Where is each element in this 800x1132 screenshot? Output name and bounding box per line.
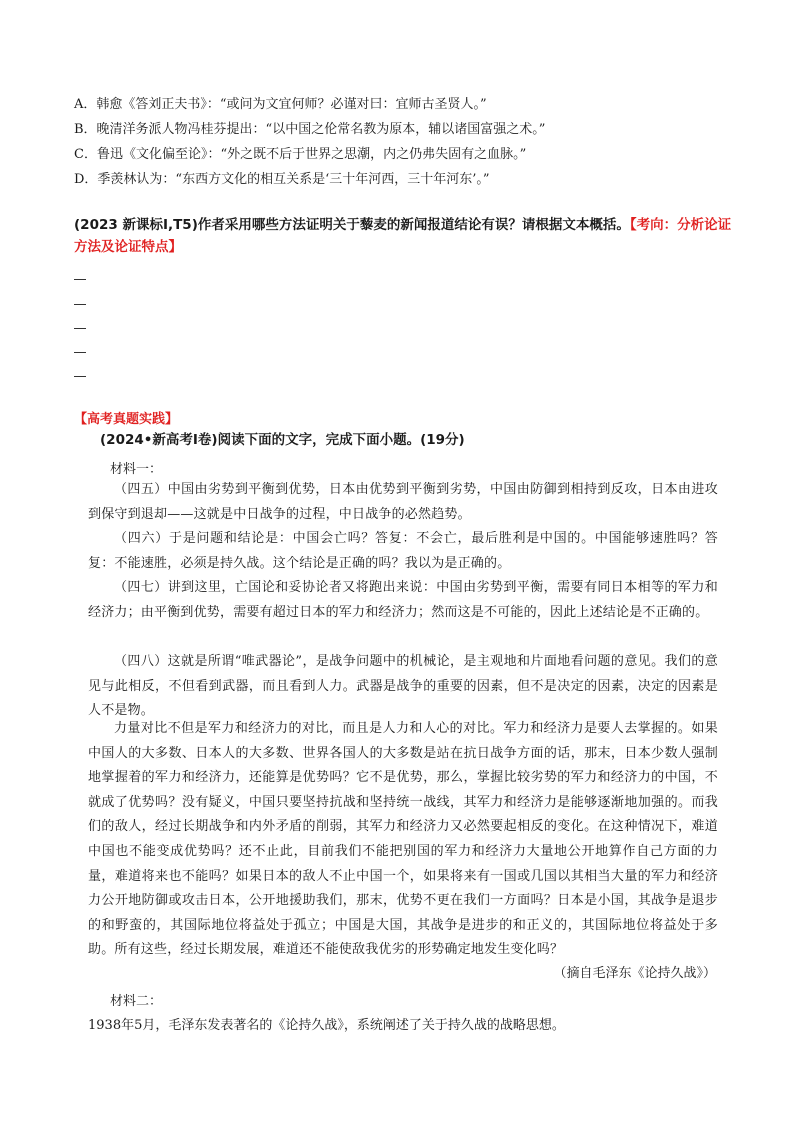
- answer-line[interactable]: [74, 279, 86, 280]
- paragraph-46: （四六）于是问题和结论是：中国会亡吗？答复：不会亡，最后胜利是中国的。中国能够速胜吗？答复：不能速胜，必须是持久战。这个结论是正确的吗？我以为是正确的。: [88, 531, 718, 571]
- exam-title: (2024•新高考Ⅰ卷)阅读下面的文字，完成下面小题。(19分): [100, 432, 465, 448]
- paragraph-force: 力量对比不但是军力和经济力的对比，而且是人力和人心的对比。军力和经济力是要人去掌握的。如果中国人的大多数、日本人的大多数、世界各国人的大多数是站在抗日战争方面的话，那末，日本少数人强制地掌握着的军力和经济力，还能算是优势吗？它不是优势，那么，掌握比较劣势的军力和经济力的中国，不就成了优势吗？没有疑义，中国只要坚持抗战和坚持统一战线，其军力和经济力是能够逐渐地加强的。而我们的敌人，经过长期战争和内外矛盾的削弱，其军力和经济力又必然要起相反的变化。在这种情况下，难道中国也不能变成优势吗？还不止此，目前我们不能把别国的军力和经济力大量地公开地算作自己方面的力量，难道将来也不能吗？如果日本的敌人不止中国一个，如果将来有一国或几国以其相当大量的军力和经济力公开地防御或攻击日本，公开地援助我们，那末，优势不更在我们一方面吗？日本是小国，其战争是退步的和野蛮的，其国际地位将益处于孤立；中国是大国，其战争是进步的和正义的，其国际地位将益处于多助。所有这些，经过长期发展，难道还不能使敌我优劣的形势确定地发生变化吗？: [88, 721, 718, 958]
- answer-line[interactable]: [74, 328, 86, 329]
- paragraph-47: （四七）讲到这里，亡国论和妥协论者又将跑出来说：中国由劣势到平衡，需要有同日本相等的军力和经济力；由平衡到优势，需要有超过日本的军力和经济力；然而这是不可能的，因此上述结论是不正确的。: [88, 580, 718, 620]
- option-c: C．鲁迅《文化偏至论》：“外之既不后于世界之思潮，内之仍弗失固有之血脉。”: [74, 147, 527, 162]
- option-d: D．季羡林认为：“东西方文化的相互关系是‘三十年河西，三十年河东’。”: [74, 172, 490, 187]
- source-citation: （摘自毛泽东《论持久战》）: [553, 966, 716, 981]
- answer-line[interactable]: [74, 376, 86, 377]
- question-tag: 【考向：分析论证方法及论证特点】: [74, 217, 732, 255]
- material1-label: 材料一：: [110, 462, 163, 477]
- option-b: B．晚清洋务派人物冯桂芬提出：“以中国之伦常名教为原本，辅以诸国富强之术。”: [74, 122, 546, 137]
- answer-line[interactable]: [74, 304, 86, 305]
- paragraph-45: （四五）中国由劣势到平衡到优势，日本由优势到平衡到劣势，中国由防御到相持到反攻，日本由进攻到保守到退却——这就是中日战争的过程，中日战争的必然趋势。: [88, 482, 718, 522]
- answer-line[interactable]: [74, 352, 86, 353]
- paragraph-48: （四八）这就是所谓“唯武器论”，是战争问题中的机械论，是主观地和片面地看问题的意见。我们的意见与此相反，不但看到武器，而且看到人力。武器是战争的重要的因素，但不是决定的因素，决定的因素是人不是物。: [88, 654, 718, 719]
- question: [74, 214, 734, 258]
- section-tag: 【高考真题实践】: [74, 412, 179, 427]
- option-a: A．韩愈《答刘正夫书》：“或问为文宜何师？必谨对曰：宜师古圣贤人。”: [74, 97, 487, 112]
- material2-text: 1938年5月，毛泽东发表著名的《论持久战》，系统阐述了关于持久战的战略思想。: [88, 1018, 565, 1033]
- question-text: (2023 新课标Ⅰ,T5)作者采用哪些方法证明关于藜麦的新闻报道结论有误？请根据文本概括。: [74, 217, 630, 233]
- material2-label: 材料二：: [110, 994, 163, 1009]
